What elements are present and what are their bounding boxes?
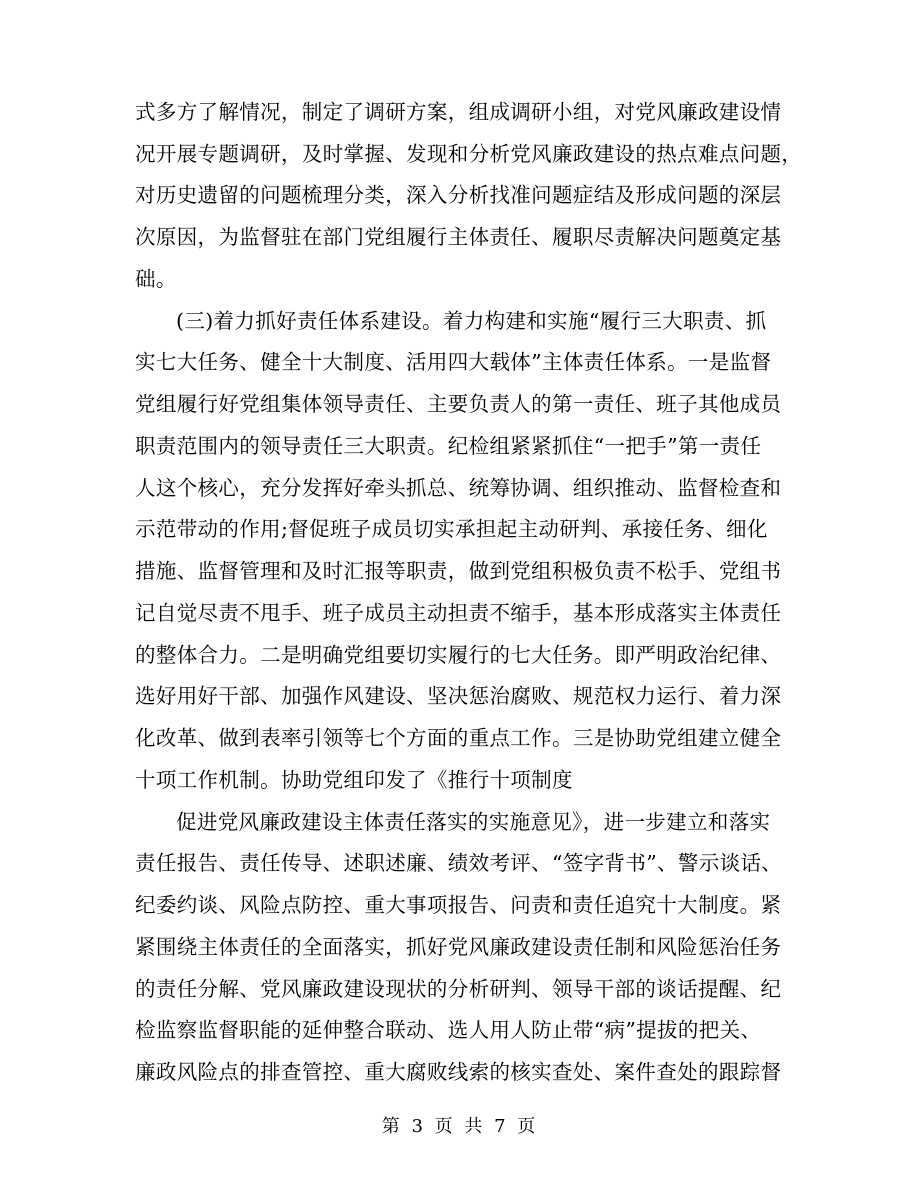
text-line: 次原因，为监督驻在部门党组履行主体责任、履职尽责解决问题奠定基 xyxy=(135,225,782,249)
text-line: 况开展专题调研，及时掌握、发现和分析党风廉政建设的热点难点问题， xyxy=(135,142,803,166)
text-line: 选好用好干部、加强作风建设、坚决惩治腐败、规范权力运行、着力深 xyxy=(135,684,782,708)
text-line: 人这个核心，充分发挥好牵头抓总、统筹协调、组织推动、监督检查和 xyxy=(135,476,782,500)
text-line: 的整体合力。二是明确党组要切实履行的七大任务。即严明政治纪律、 xyxy=(135,643,782,667)
page-number-footer: 第 3 页 共 7 页 xyxy=(381,1116,539,1137)
paragraph-start-line: 促进党风廉政建设主体责任落实的实施意见》，进一步建立和落实 xyxy=(176,810,771,834)
text-line: 础。 xyxy=(135,267,177,291)
text-line: 对历史遗留的问题梳理分类，深入分析找准问题症结及形成问题的深层 xyxy=(135,183,782,207)
text-line: 廉政风险点的排查管控、重大腐败线索的核实查处、案件查处的跟踪督 xyxy=(135,1060,782,1084)
text-line: 职责范围内的领导责任三大职责。纪检组紧紧抓住“一把手”第一责任 xyxy=(135,434,762,458)
text-line: 的责任分解、党风廉政建设现状的分析研判、领导干部的谈话提醒、纪 xyxy=(135,977,782,1001)
text-line: 十项工作机制。协助党组印发了《推行十项制度 xyxy=(135,768,573,792)
text-line: 检监察监督职能的延伸整合联动、选人用人防止带“病”提拔的把关、 xyxy=(135,1018,762,1042)
text-line: 责任报告、责任传导、述职述廉、绩效考评、“签字背书”、警示谈话、 xyxy=(135,851,783,875)
text-line: 化改革、做到表率引领等七个方面的重点工作。三是协助党组建立健全 xyxy=(135,726,782,750)
text-line: 措施、监督管理和及时汇报等职责，做到党组积极负责不松手、党组书 xyxy=(135,559,782,583)
text-line: 纪委约谈、风险点防控、重大事项报告、问责和责任追究十大制度。紧 xyxy=(135,893,782,917)
text-line: 示范带动的作用;督促班子成员切实承担起主动研判、承接任务、细化 xyxy=(135,517,768,541)
text-line: 记自觉尽责不甩手、班子成员主动担责不缩手，基本形成落实主体责任 xyxy=(135,601,782,625)
paragraph-start-line: (三)着力抓好责任体系建设。着力构建和实施“履行三大职责、抓 xyxy=(176,309,767,333)
text-line: 党组履行好党组集体领导责任、主要负责人的第一责任、班子其他成员 xyxy=(135,392,782,416)
text-line: 紧围绕主体责任的全面落实，抓好党风廉政建设责任制和风险惩治任务 xyxy=(135,935,782,959)
text-line: 实七大任务、健全十大制度、活用四大载体”主体责任体系。一是监督 xyxy=(135,350,772,374)
text-line: 式多方了解情况，制定了调研方案，组成调研小组，对党风廉政建设情 xyxy=(135,100,782,124)
